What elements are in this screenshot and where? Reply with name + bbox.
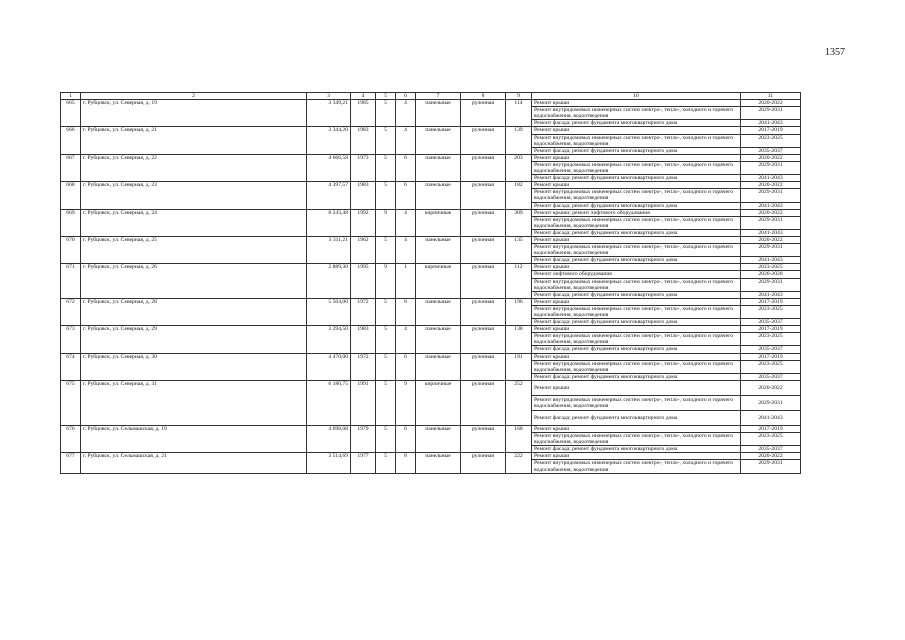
area-cell: 3 311,21 [307,236,351,263]
table-row [61,353,801,360]
year-cell: 1972 [351,353,376,380]
area-cell: 6 180,75 [307,380,351,425]
apartments-cell: 139 [506,127,532,154]
entrances-cell: 6 [396,353,416,380]
year-cell: 1977 [351,453,376,473]
address-cell: г. Рубцовск, ул. Северная, д. 23 [81,182,307,209]
period-cell: 2017-2019 [741,425,801,432]
column-header-7: 7 [416,93,461,100]
wall-material-cell: панельные [416,100,461,127]
row-number: 674 [61,353,81,380]
address-cell: г. Рубцовск, ул. Северная, д. 26 [81,264,307,298]
wall-material-cell: кирпичные [416,209,461,236]
page-number: 1357 [825,47,845,58]
wall-material-cell: панельные [416,236,461,263]
table-row [61,453,801,460]
period-cell: 2017-2019 [741,298,801,305]
period-cell: 2017-2019 [741,353,801,360]
period-cell: 2029-2031 [741,161,801,174]
area-cell: 3 294,50 [307,326,351,353]
table-row [61,100,801,107]
period-cell: 2023-2025 [741,264,801,271]
period-cell: 2020-2022 [741,453,801,460]
table-row [61,264,801,271]
work-type-cell: Ремонт фасада; ремонт фундамента многоквартирного дома [532,446,741,453]
floors-cell: 9 [376,264,396,298]
work-type-cell: Ремонт внутридомовых инженерных систем электро-, тепло-, холодного и горячего водоснабжения, водоотведения [532,134,741,147]
area-cell: 3 344,20 [307,127,351,154]
capital-repair-table [60,92,801,474]
table-header-row [61,93,801,100]
year-cell: 1983 [351,127,376,154]
period-cell: 2029-2031 [741,189,801,202]
period-cell: 2035-2037 [741,147,801,154]
roof-type-cell: рулонная [461,298,506,325]
work-type-cell: Ремонт фасада; ремонт фундамента многоквартирного дома [532,257,741,264]
work-type-cell: Ремонт крыши [532,298,741,305]
period-cell: 2023-2025 [741,333,801,346]
period-cell: 2023-2025 [741,305,801,318]
area-cell: 3 349,21 [307,100,351,127]
area-cell: 3 514,69 [307,453,351,473]
table-row [61,209,801,216]
period-cell: 2020-2022 [741,209,801,216]
address-cell: г. Рубцовск, ул. Северная, д. 29 [81,326,307,353]
column-header-9: 9 [506,93,532,100]
floors-cell: 5 [376,298,396,325]
roof-type-cell: рулонная [461,453,506,473]
period-cell: 2020-2022 [741,182,801,189]
area-cell: 4 666,58 [307,154,351,181]
apartments-cell: 182 [506,182,532,209]
work-type-cell: Ремонт фасада; ремонт фундамента многоквартирного дома [532,319,741,326]
roof-type-cell: рулонная [461,326,506,353]
apartments-cell: 309 [506,209,532,236]
floors-cell: 5 [376,353,396,380]
table-row [61,326,801,333]
roof-type-cell: рулонная [461,425,506,452]
roof-type-cell: рулонная [461,182,506,209]
work-type-cell: Ремонт внутридомовых инженерных систем электро-, тепло-, холодного и горячего водоснабжения, водоотведения [532,360,741,373]
work-type-cell: Ремонт внутридомовых инженерных систем электро-, тепло-, холодного и горячего водоснабжения, водоотведения [532,278,741,291]
work-type-cell: Ремонт фасада; ремонт фундамента многоквартирного дома [532,346,741,353]
table-row [61,425,801,432]
period-cell: 2020-2022 [741,236,801,243]
address-cell: г. Рубцовск, ул. Северная, д. 19 [81,100,307,127]
area-cell: 5 504,00 [307,298,351,325]
period-cell: 2023-2025 [741,134,801,147]
work-type-cell: Ремонт крыши [532,353,741,360]
column-header-5: 5 [376,93,396,100]
work-type-cell: Ремонт внутридомовых инженерных систем электро-, тепло-, холодного и горячего водоснабжения, водоотведения [532,433,741,446]
entrances-cell: 4 [396,326,416,353]
period-cell: 2029-2031 [741,244,801,257]
row-number: 666 [61,127,81,154]
wall-material-cell: кирпичные [416,264,461,298]
work-type-cell: Ремонт крыши [532,100,741,107]
work-type-cell: Ремонт фасада; ремонт фундамента многоквартирного дома [532,120,741,127]
area-cell: 4 397,57 [307,182,351,209]
year-cell: 1962 [351,236,376,263]
work-type-cell: Ремонт крыши [532,326,741,333]
entrances-cell: 1 [396,264,416,298]
period-cell: 2041-2043 [741,291,801,298]
column-header-4: 4 [351,93,376,100]
period-cell: 2041-2043 [741,257,801,264]
area-cell: 4 470,00 [307,353,351,380]
apartments-cell: 135 [506,236,532,263]
row-number: 675 [61,380,81,425]
period-cell: 2020-2022 [741,100,801,107]
apartments-cell: 222 [506,453,532,473]
work-type-cell: Ремонт крыши; ремонт лифтового оборудования [532,209,741,216]
floors-cell: 5 [376,453,396,473]
apartments-cell: 114 [506,100,532,127]
roof-type-cell: рулонная [461,100,506,127]
entrances-cell: 4 [396,236,416,263]
work-type-cell: Ремонт фасада; ремонт фундамента многоквартирного дома [532,410,741,425]
floors-cell: 5 [376,154,396,181]
work-type-cell: Ремонт внутридомовых инженерных систем электро-, тепло-, холодного и горячего водоснабжения, водоотведения [532,395,741,410]
entrances-cell: 8 [396,453,416,473]
table-body [61,100,801,474]
work-type-cell: Ремонт внутридомовых инженерных систем электро-, тепло-, холодного и горячего водоснабжения, водоотведения [532,216,741,229]
apartments-cell: 196 [506,298,532,325]
address-cell: г. Рубцовск, ул. Северная, д. 22 [81,154,307,181]
floors-cell: 5 [376,127,396,154]
apartments-cell: 112 [506,264,532,298]
floors-cell: 5 [376,100,396,127]
year-cell: 1972 [351,298,376,325]
address-cell: г. Рубцовск, ул. Северная, д. 25 [81,236,307,263]
period-cell: 2023-2025 [741,360,801,373]
period-cell: 2041-2043 [741,202,801,209]
table-row [61,154,801,161]
work-type-cell: Ремонт фасада; ремонт фундамента многоквартирного дома [532,202,741,209]
apartments-cell: 203 [506,154,532,181]
table-row [61,298,801,305]
address-cell: г. Рубцовск, ул. Северная, д. 30 [81,353,307,380]
apartments-cell: 191 [506,353,532,380]
wall-material-cell: кирпичные [416,380,461,425]
period-cell: 2023-2025 [741,433,801,446]
address-cell: г. Рубцовск, ул. Сельмашская, д. 21 [81,453,307,473]
table-row [61,236,801,243]
work-type-cell: Ремонт фасада; ремонт фундамента многоквартирного дома [532,147,741,154]
roof-type-cell: рулонная [461,154,506,181]
column-header-2: 2 [81,93,307,100]
floors-cell: 5 [376,425,396,452]
wall-material-cell: панельные [416,453,461,473]
work-type-cell: Ремонт фасада; ремонт фундамента многоквартирного дома [532,229,741,236]
entrances-cell: 4 [396,127,416,154]
work-type-cell: Ремонт внутридомовых инженерных систем электро-, тепло-, холодного и горячего водоснабжения, водоотведения [532,305,741,318]
year-cell: 1973 [351,154,376,181]
year-cell: 1995 [351,264,376,298]
period-cell: 2035-2037 [741,319,801,326]
work-type-cell: Ремонт внутридомовых инженерных систем электро-, тепло-, холодного и горячего водоснабжения, водоотведения [532,161,741,174]
roof-type-cell: рулонная [461,380,506,425]
row-number: 676 [61,425,81,452]
work-type-cell: Ремонт крыши [532,453,741,460]
row-number: 670 [61,236,81,263]
floors-cell: 5 [376,236,396,263]
address-cell: г. Рубцовск, ул. Северная, д. 21 [81,127,307,154]
entrances-cell: 9 [396,380,416,425]
period-cell: 2029-2031 [741,395,801,410]
column-header-1: 1 [61,93,81,100]
floors-cell: 5 [376,380,396,425]
floors-cell: 5 [376,326,396,353]
period-cell: 2029-2031 [741,216,801,229]
address-cell: г. Рубцовск, ул. Северная, д. 28 [81,298,307,325]
address-cell: г. Рубцовск, ул. Северная, д. 24 [81,209,307,236]
work-type-cell: Ремонт фасада; ремонт фундамента многоквартирного дома [532,291,741,298]
table-row [61,380,801,395]
period-cell: 2041-2043 [741,229,801,236]
period-cell: 2020-2022 [741,380,801,395]
wall-material-cell: панельные [416,326,461,353]
work-type-cell: Ремонт внутридомовых инженерных систем электро-, тепло-, холодного и горячего водоснабжения, водоотведения [532,333,741,346]
entrances-cell: 6 [396,154,416,181]
row-number: 671 [61,264,81,298]
work-type-cell: Ремонт лифтового оборудования [532,271,741,278]
work-type-cell: Ремонт фасада; ремонт фундамента многоквартирного дома [532,373,741,380]
period-cell: 2029-2031 [741,460,801,473]
year-cell: 1983 [351,326,376,353]
year-cell: 1991 [351,380,376,425]
period-cell: 2041-2043 [741,120,801,127]
work-type-cell: Ремонт крыши [532,236,741,243]
roof-type-cell: рулонная [461,353,506,380]
floors-cell: 5 [376,182,396,209]
roof-type-cell: рулонная [461,264,506,298]
column-header-10: 10 [532,93,741,100]
wall-material-cell: панельные [416,127,461,154]
area-cell: 8 243,48 [307,209,351,236]
column-header-6: 6 [396,93,416,100]
area-cell: 4 698,08 [307,425,351,452]
period-cell: 2035-2037 [741,373,801,380]
row-number: 669 [61,209,81,236]
work-type-cell: Ремонт внутридомовых инженерных систем электро-, тепло-, холодного и горячего водоснабжения, водоотведения [532,189,741,202]
area-cell: 2 889,30 [307,264,351,298]
work-type-cell: Ремонт крыши [532,425,741,432]
wall-material-cell: панельные [416,425,461,452]
work-type-cell: Ремонт внутридомовых инженерных систем электро-, тепло-, холодного и горячего водоснабжения, водоотведения [532,244,741,257]
row-number: 665 [61,100,81,127]
year-cell: 1979 [351,425,376,452]
row-number: 668 [61,182,81,209]
row-number: 672 [61,298,81,325]
work-type-cell: Ремонт внутридомовых инженерных систем электро-, тепло-, холодного и горячего водоснабжения, водоотведения [532,460,741,473]
period-cell: 2029-2031 [741,107,801,120]
work-type-cell: Ремонт крыши [532,127,741,134]
period-cell: 2017-2019 [741,326,801,333]
row-number: 673 [61,326,81,353]
wall-material-cell: панельные [416,182,461,209]
roof-type-cell: рулонная [461,209,506,236]
entrances-cell: 4 [396,209,416,236]
entrances-cell: 6 [396,182,416,209]
period-cell: 2020-2022 [741,154,801,161]
entrances-cell: 6 [396,425,416,452]
table-row [61,182,801,189]
column-header-3: 3 [307,93,351,100]
wall-material-cell: панельные [416,154,461,181]
roof-type-cell: рулонная [461,127,506,154]
work-type-cell: Ремонт крыши [532,264,741,271]
work-type-cell: Ремонт крыши [532,182,741,189]
apartments-cell: 168 [506,425,532,452]
period-cell: 2041-2043 [741,410,801,425]
year-cell: 1983 [351,182,376,209]
row-number: 677 [61,453,81,473]
year-cell: 1992 [351,209,376,236]
table-row [61,127,801,134]
column-header-8: 8 [461,93,506,100]
floors-cell: 9 [376,209,396,236]
wall-material-cell: панельные [416,298,461,325]
period-cell: 2035-2037 [741,346,801,353]
roof-type-cell: рулонная [461,236,506,263]
entrances-cell: 8 [396,298,416,325]
work-type-cell: Ремонт крыши [532,154,741,161]
apartments-cell: 138 [506,326,532,353]
work-type-cell: Ремонт крыши [532,380,741,395]
work-type-cell: Ремонт фасада; ремонт фундамента многоквартирного дома [532,175,741,182]
entrances-cell: 4 [396,100,416,127]
period-cell: 2029-2031 [741,278,801,291]
period-cell: 2035-2037 [741,446,801,453]
address-cell: г. Рубцовск, ул. Сельмашская, д. 19 [81,425,307,452]
year-cell: 1985 [351,100,376,127]
period-cell: 2041-2043 [741,175,801,182]
row-number: 667 [61,154,81,181]
work-type-cell: Ремонт внутридомовых инженерных систем электро-, тепло-, холодного и горячего водоснабжения, водоотведения [532,107,741,120]
address-cell: г. Рубцовск, ул. Северная, д. 31 [81,380,307,425]
apartments-cell: 252 [506,380,532,425]
column-header-11: 11 [741,93,801,100]
period-cell: 2017-2019 [741,127,801,134]
period-cell: 2026-2028 [741,271,801,278]
wall-material-cell: панельные [416,353,461,380]
